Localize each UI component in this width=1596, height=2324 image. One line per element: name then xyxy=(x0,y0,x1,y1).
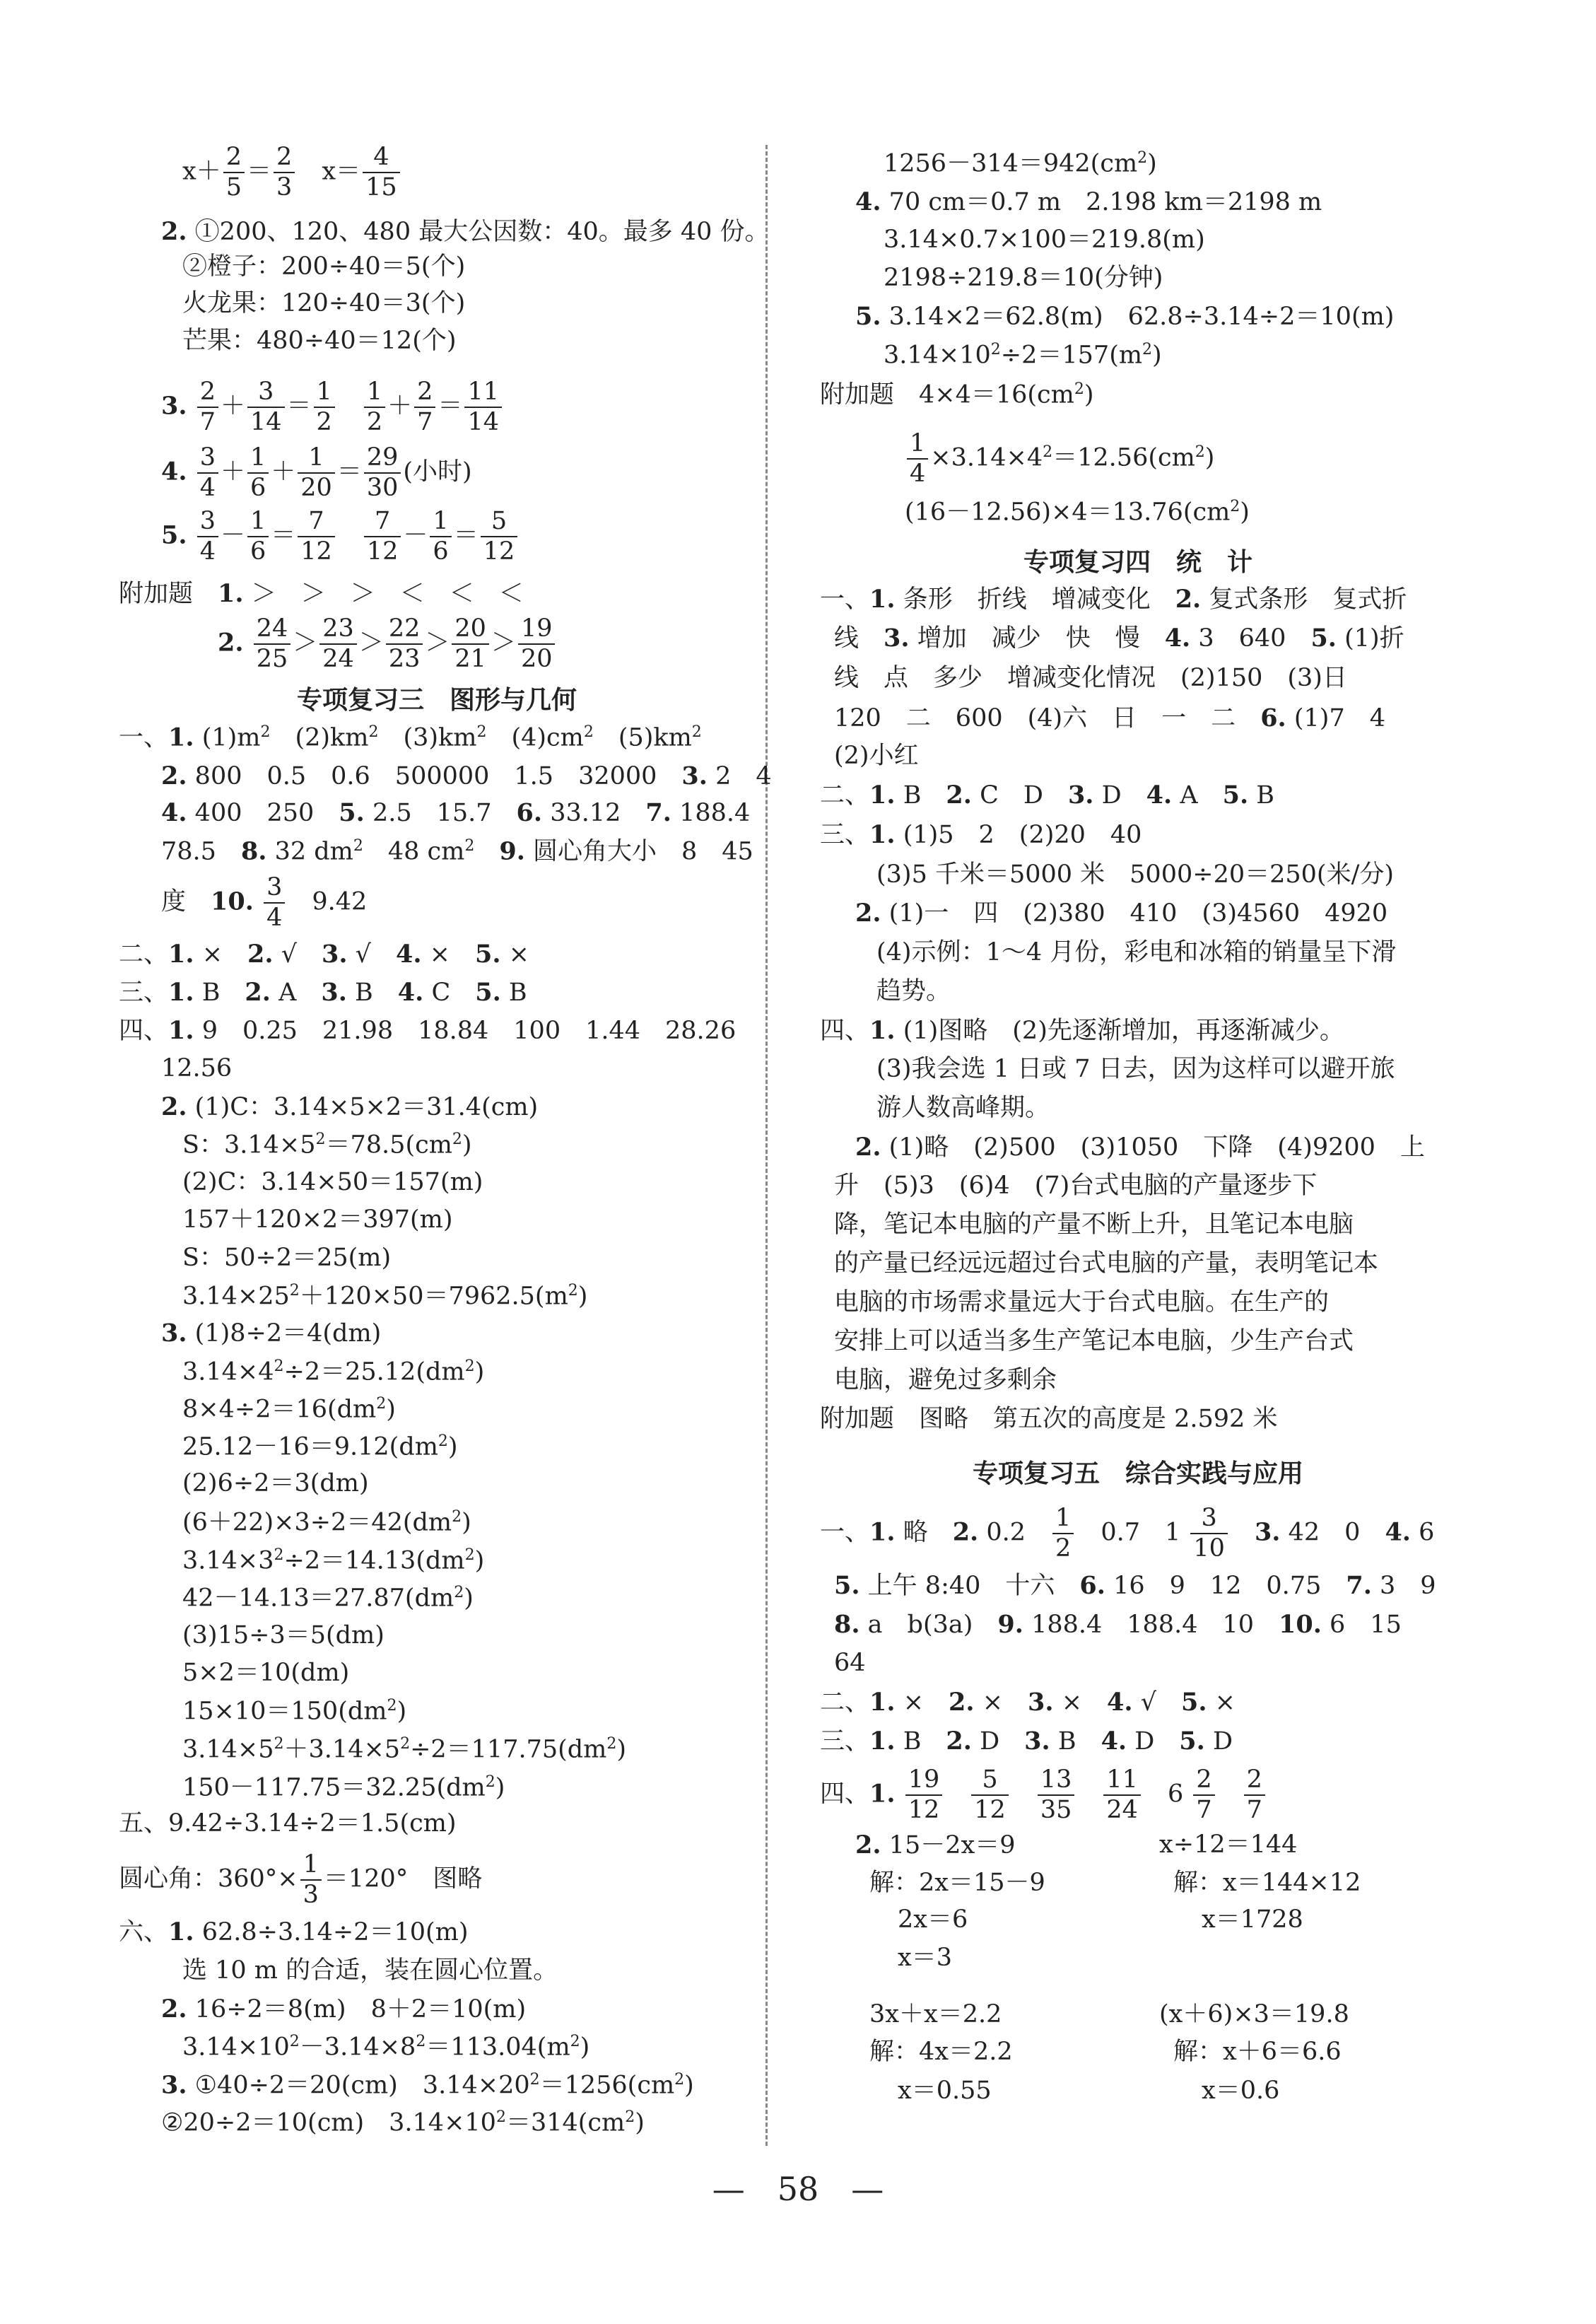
right-line: 三、1. (1)5 2 (2)20 40 xyxy=(820,820,1142,849)
right-line: 附加题 图略 第五次的高度是 2.592 米 xyxy=(820,1405,1278,1433)
right-line: 2. (1)略 (2)500 (3)1050 下降 (4)9200 上 xyxy=(855,1133,1425,1162)
column-divider xyxy=(765,145,768,2146)
right-line: 解：x＋6＝6.6 xyxy=(1173,2038,1342,2066)
right-line: $3.14\times 10^2\div 2=157(m^2)$ xyxy=(884,341,1162,370)
left-line: 3. ①40÷2＝20(cm) $3.14\times 20^2=1256(cm^2)$ xyxy=(161,2070,694,2100)
right-line: 3x＋x＝2.2 xyxy=(869,2000,1002,2028)
left-line: (2)6÷2＝3(dm) xyxy=(182,1469,369,1497)
left-line: $3.14\times 5^2+3.14\times 5^2\div 2=117.75(dm^2)$ xyxy=(182,1735,627,1764)
left-line: S：$3.14\times 5^2=78.5(cm^2)$ xyxy=(182,1131,472,1160)
left-line: $3.14\times 4^2\div 2=25.12(dm^2)$ xyxy=(182,1357,485,1386)
left-line: 三、1. B 2. A 3. B 4. C 5. B xyxy=(119,978,527,1007)
section-title: 专项复习三 图形与几何 xyxy=(296,686,577,715)
left-line: 3. (1)8÷2＝4(dm) xyxy=(161,1319,382,1348)
left-line: 2. $\frac{24}{25}$ ＞ $\frac{23}{24}$ ＞ $\frac{22}{23}$ ＞ $\frac{20}{21}$ ＞ $\frac{19}{20}$ xyxy=(218,617,557,672)
left-line: 芒果：480÷40＝12(个) xyxy=(182,327,457,355)
right-line: 3.14×0.7×100＝219.8(m) xyxy=(884,226,1205,254)
left-line: $(6+22)\times 3\div 2=42(dm^2)$ xyxy=(182,1508,471,1537)
left-line: 四、1. 9 0.25 21.98 18.84 100 1.44 28.26 xyxy=(119,1016,737,1045)
right-line: 电脑的市场需求量远大于台式电脑。在生产的 xyxy=(834,1288,1330,1316)
right-line: x÷12＝144 xyxy=(1159,1830,1298,1859)
right-line: 趋势。 xyxy=(876,977,951,1005)
left-line: 2. ①200、120、480 最大公因数：40。最多 40 份。 xyxy=(161,217,770,246)
right-line: 2x＝6 xyxy=(898,1905,968,1934)
left-line: $8\times 4\div 2=16(dm^2)$ xyxy=(182,1395,396,1424)
right-line: 三、1. B 2. D 3. B 4. D 5. D xyxy=(820,1727,1233,1756)
right-line: 二、1. B 2. C D 3. D 4. A 5. B xyxy=(820,781,1275,810)
left-line: $3.14\times 10^2-3.14\times 8^2=113.04(m^2)$ xyxy=(182,2033,590,2062)
left-line: 78.5 8. 32 $dm^2$ 48 $cm^2$ 9. 圆心角大小 8 45 xyxy=(161,836,753,866)
right-line: x＝1728 xyxy=(1202,1905,1303,1934)
right-line: 2. 15－2x＝9 xyxy=(855,1830,1016,1859)
left-line: 度 10. $\frac{3}{4}$ 9.42 xyxy=(161,873,368,932)
right-line: 2. (1)一 四 (2)380 410 (3)4560 4920 xyxy=(855,899,1388,928)
right-line: (3)我会选 1 日或 7 日去，因为这样可以避开旅 xyxy=(876,1055,1395,1083)
left-line: $15\times 10=150(dm^2)$ xyxy=(182,1697,407,1726)
right-line: x＝0.6 xyxy=(1202,2077,1280,2105)
left-line: 2. 16÷2＝8(m) 8＋2＝10(m) xyxy=(161,1995,527,2024)
section-title: 专项复习四 统 计 xyxy=(1023,548,1252,577)
right-line: 四、1. (1)图略 (2)先逐渐增加，再逐渐减少。 xyxy=(820,1016,1344,1045)
left-line: 五、9.42÷3.14÷2＝1.5(cm) xyxy=(119,1809,457,1838)
left-line: $25.12-16=9.12(dm^2)$ xyxy=(182,1432,458,1461)
left-line: (2)C：3.14×50＝157(m) xyxy=(182,1168,483,1196)
right-line: x＝0.55 xyxy=(898,2077,992,2105)
left-line: x＋ $\frac{2}{5}$ ＝ $\frac{2}{3}$ x＝ $\frac{4}{15}$ xyxy=(182,145,402,200)
left-line: 火龙果：120÷40＝3(个) xyxy=(182,289,466,317)
right-line: 游人数高峰期。 xyxy=(876,1094,1050,1122)
left-line: 二、1. × 2. √ 3. √ 4. × 5. × xyxy=(119,940,529,969)
right-line: $1256-314=942(cm^2)$ xyxy=(884,149,1157,178)
right-line: $\frac{1}{4}$ $\times 3.14\times 4^2=12.56(cm^2)$ xyxy=(905,431,1214,486)
right-line: 四、1. $\frac{19}{12}$ $\frac{5}{12}$ $\frac{13}{35}$ $\frac{11}{24}$ 6 $\frac{2}{7}$ $\frac{2}{7}$ xyxy=(820,1768,1267,1823)
left-line: S：50÷2＝25(m) xyxy=(182,1244,392,1272)
right-line: 5. 上午 8:40 十六 6. 16 9 12 0.75 7. 3 9 xyxy=(834,1571,1436,1600)
left-line: 2. (1)C：3.14×5×2＝31.4(cm) xyxy=(161,1092,539,1121)
left-line: 4. $\frac{3}{4}$ ＋ $\frac{1}{6}$ ＋ $\frac{1}{20}$ ＝ $\frac{29}{30}$ (小时) xyxy=(161,443,472,502)
left-line: ②橙子：200÷40＝5(个) xyxy=(182,252,466,281)
left-line: $3.14\times 3^2\div 2=14.13(dm^2)$ xyxy=(182,1546,485,1575)
left-line: $150-117.75=32.25(dm^2)$ xyxy=(182,1773,505,1802)
left-line: 157＋120×2＝397(m) xyxy=(182,1205,453,1234)
left-line: 5. $\frac{3}{4}$ － $\frac{1}{6}$ ＝ $\frac{7}{12}$ $\frac{7}{12}$ － $\frac{1}{6}$ ＝ $\frac{5}{12}$ xyxy=(161,509,520,564)
section-title: 专项复习五 综合实践与应用 xyxy=(972,1459,1303,1488)
left-line: ②20÷2＝10(cm) $3.14\times 10^2=314(cm^2)$ xyxy=(161,2108,645,2137)
right-line: 解：4x＝2.2 xyxy=(869,2038,1013,2066)
left-line: $3.14\times 25^2+120\times 50=7962.5(m^2)$ xyxy=(182,1282,588,1311)
right-line: 降，笔记本电脑的产量不断上升，且笔记本电脑 xyxy=(834,1210,1354,1239)
left-line: 3. $\frac{2}{7}$ ＋ $\frac{3}{14}$ ＝ $\frac{1}{2}$ $\frac{1}{2}$ ＋ $\frac{2}{7}$ ＝ $\frac{11}{14}$ xyxy=(161,380,504,435)
right-line: (3)5 千米＝5000 米 5000÷20＝250(米/分) xyxy=(876,860,1395,889)
right-line: $(16-12.56)\times 4=13.76(cm^2)$ xyxy=(905,498,1250,527)
right-line: 的产量已经远远超过台式电脑的产量，表明笔记本 xyxy=(834,1249,1379,1278)
right-line: 线 3. 增加 减少 快 慢 4. 3 640 5. (1)折 xyxy=(834,624,1404,653)
left-line: 选 10 m 的合适，装在圆心位置。 xyxy=(182,1956,558,1985)
left-line: $42-14.13=27.87(dm^2)$ xyxy=(182,1584,474,1613)
right-line: 电脑，避免过多剩余 xyxy=(834,1366,1057,1394)
page-number: — 58 — xyxy=(712,2170,884,2208)
right-line: 线 点 多少 增减变化情况 (2)150 (3)日 xyxy=(834,664,1347,692)
right-line: 一、1. 条形 折线 增减变化 2. 复式条形 复式折 xyxy=(820,585,1407,614)
left-line: 圆心角：360°× $\frac{1}{3}$ ＝120° 图略 xyxy=(119,1850,483,1909)
left-line: (3)15÷3＝5(dm) xyxy=(182,1621,385,1649)
right-line: 升 (5)3 (6)4 (7)台式电脑的产量逐步下 xyxy=(834,1172,1318,1200)
right-line: (4)示例：1～4 月份，彩电和冰箱的销量呈下滑 xyxy=(876,938,1397,967)
right-line: 4. 70 cm＝0.7 m 2.198 km＝2198 m xyxy=(855,187,1322,216)
right-line: x＝3 xyxy=(898,1944,953,1972)
right-line: 5. 3.14×2＝62.8(m) 62.8÷3.14÷2＝10(m) xyxy=(855,302,1395,331)
page-number-text: 58 xyxy=(777,2170,819,2208)
right-line: (2)小红 xyxy=(834,742,919,770)
left-line: 一、1. $(1)m^2$ $(2)km^2$ $(3)km^2$ $(4)cm^2$ $(5)km^2$ xyxy=(119,723,702,752)
left-line: 12.56 xyxy=(161,1054,233,1082)
left-line: 2. 800 0.5 0.6 500000 1.5 32000 3. 2 4 xyxy=(161,761,772,790)
left-line: 六、1. 62.8÷3.14÷2＝10(m) xyxy=(119,1917,469,1946)
left-line: 4. 400 250 5. 2.5 15.7 6. 33.12 7. 188.4 xyxy=(161,798,751,827)
right-line: 2198÷219.8＝10(分钟) xyxy=(884,264,1163,292)
right-line: 一、1. 略 2. 0.2 $\frac{1}{2}$ 0.7 1 $\frac{3}{10}$ 3. 42 0 4. 6 xyxy=(820,1504,1435,1563)
right-line: 解：x＝144×12 xyxy=(1173,1869,1361,1897)
right-line: 120 二 600 (4)六 日 一 二 6. (1)7 4 xyxy=(834,703,1385,732)
left-line: 附加题 1. ＞ ＞ ＞ ＜ ＜ ＜ xyxy=(119,579,524,608)
right-line: 二、1. × 2. × 3. × 4. √ 5. × xyxy=(820,1688,1236,1717)
right-line: 64 xyxy=(834,1649,866,1677)
right-line: (x＋6)×3＝19.8 xyxy=(1159,2000,1349,2028)
right-line: 安排上可以适当多生产笔记本电脑，少生产台式 xyxy=(834,1327,1354,1355)
left-line: 5×2＝10(dm) xyxy=(182,1659,350,1687)
right-line: 8. a b(3a) 9. 188.4 188.4 10 10. 6 15 xyxy=(834,1610,1402,1639)
right-line: 附加题 $4\times 4=16(cm^2)$ xyxy=(820,380,1094,409)
right-line: 解：2x＝15－9 xyxy=(869,1869,1045,1897)
